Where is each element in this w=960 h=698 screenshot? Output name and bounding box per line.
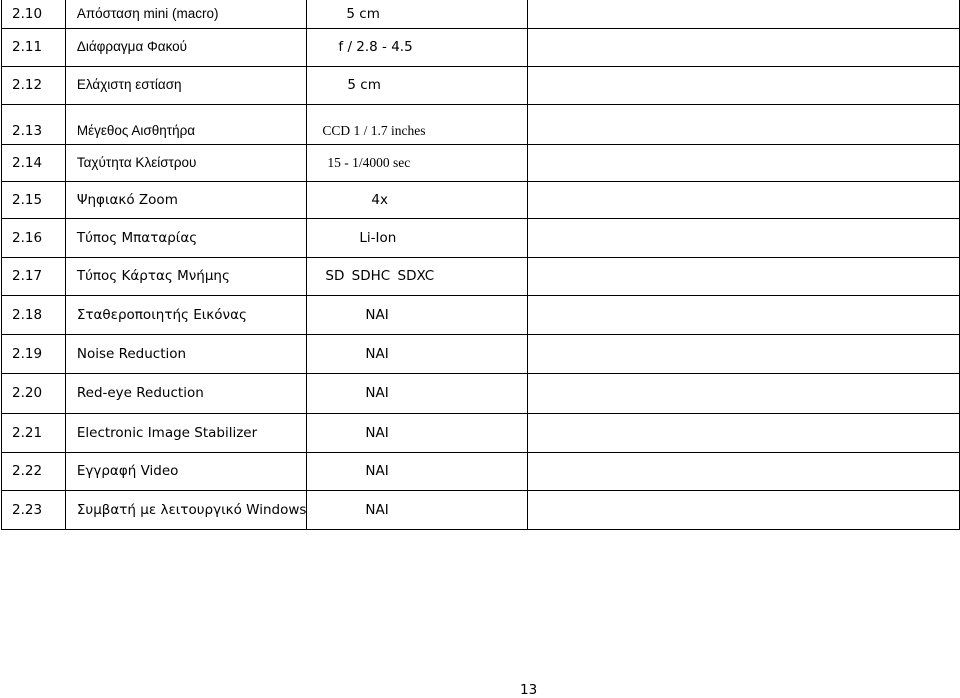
row-value: ΝΑΙ — [307, 452, 528, 490]
row-name: Ταχύτητα Κλείστρου — [65, 144, 307, 181]
row-value: SD SDHC SDXC — [307, 257, 528, 295]
row-name: Συμβατή με λειτουργικό Windows — [65, 490, 307, 529]
row-blank-cell — [528, 452, 960, 490]
row-value: 4x — [307, 181, 528, 218]
row-name: Red-eye Reduction — [65, 373, 307, 413]
row-number: 2.10 — [2, 0, 66, 28]
row-number: 2.23 — [2, 490, 66, 529]
row-blank-cell — [528, 66, 960, 104]
row-name: Εγγραφή Video — [65, 452, 307, 490]
row-value: CCD 1 / 1.7 inches — [307, 104, 528, 144]
row-number: 2.18 — [2, 295, 66, 334]
row-number: 2.15 — [2, 181, 66, 218]
row-blank-cell — [528, 295, 960, 334]
row-number: 2.14 — [2, 144, 66, 181]
row-number: 2.22 — [2, 452, 66, 490]
row-number: 2.17 — [2, 257, 66, 295]
row-value: ΝΑΙ — [307, 413, 528, 452]
row-number: 2.19 — [2, 334, 66, 373]
row-value: 5 cm — [307, 0, 528, 28]
table-row — [2, 104, 960, 144]
row-value: ΝΑΙ — [307, 490, 528, 529]
row-value: 5 cm — [307, 66, 528, 104]
row-blank-cell — [528, 28, 960, 66]
row-blank-cell — [528, 104, 960, 144]
table-row — [2, 218, 960, 257]
row-value: Li-Ion — [307, 218, 528, 257]
row-blank-cell — [528, 218, 960, 257]
table-row — [2, 413, 960, 452]
table-row — [2, 66, 960, 104]
row-name: Απόσταση mini (macro) — [65, 0, 307, 28]
row-name: Μέγεθος Αισθητήρα — [65, 104, 307, 144]
row-blank-cell — [528, 0, 960, 28]
row-value: ΝΑΙ — [307, 295, 528, 334]
table-row — [2, 452, 960, 490]
row-value: 15 - 1/4000 sec — [307, 144, 528, 181]
table-row — [2, 28, 960, 66]
spec-table — [1, 0, 960, 530]
row-blank-cell — [528, 144, 960, 181]
row-number: 2.21 — [2, 413, 66, 452]
table-row — [2, 490, 960, 529]
row-name: Τύπος Μπαταρίας — [65, 218, 307, 257]
row-name: Σταθεροποιητής Εικόνας — [65, 295, 307, 334]
row-blank-cell — [528, 490, 960, 529]
row-value: ΝΑΙ — [307, 334, 528, 373]
row-number: 2.13 — [2, 104, 66, 144]
row-name: Noise Reduction — [65, 334, 307, 373]
row-name: Electronic Image Stabilizer — [65, 413, 307, 452]
row-name: Ελάχιστη εστίαση — [65, 66, 307, 104]
table-row — [2, 257, 960, 295]
table-row — [2, 0, 960, 28]
row-number: 2.11 — [2, 28, 66, 66]
row-name: Διάφραγμα Φακού — [65, 28, 307, 66]
row-value: ΝΑΙ — [307, 373, 528, 413]
row-number: 2.12 — [2, 66, 66, 104]
table-row — [2, 334, 960, 373]
table-row — [2, 181, 960, 218]
page-number: 13 — [520, 682, 538, 698]
row-blank-cell — [528, 181, 960, 218]
row-name: Ψηφιακό Zoom — [65, 181, 307, 218]
row-blank-cell — [528, 373, 960, 413]
row-name: Τύπος Κάρτας Μνήμης — [65, 257, 307, 295]
table-row — [2, 144, 960, 181]
row-value: f / 2.8 - 4.5 — [307, 28, 528, 66]
row-blank-cell — [528, 413, 960, 452]
row-blank-cell — [528, 334, 960, 373]
table-row — [2, 295, 960, 334]
row-blank-cell — [528, 257, 960, 295]
row-number: 2.16 — [2, 218, 66, 257]
row-number: 2.20 — [2, 373, 66, 413]
table-row — [2, 373, 960, 413]
